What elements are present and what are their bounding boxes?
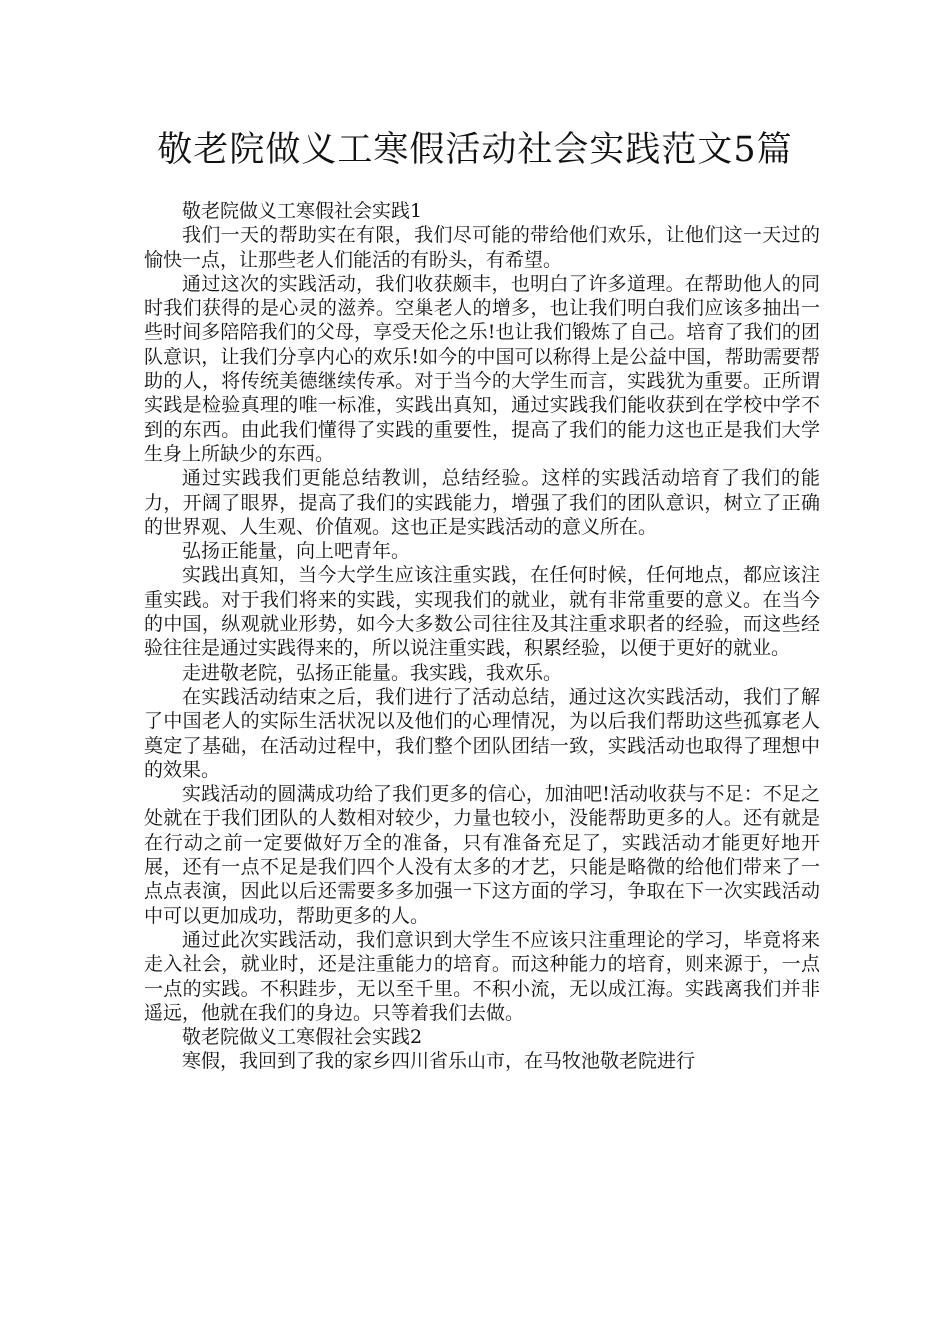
paragraph-8: 实践活动的圆满成功给了我们更多的信心，加油吧!活动收获与不足：不足之处就在于我们团队的人数相对较少，力量也较小，没能帮助更多的人。还有就是在行动之前一定要做好万全的准备，只有准备充足了，实践活动才能更好地开展，还有一点不足是我们四个人没有太多的才艺，只能是略微的给他们带来了一点点表演，因此以后还需要多多加强一下这方面的学习，争取在下一次实践活动中可以更加成功，帮助更多的人。: [144, 783, 820, 927]
paragraph-10: 寒假，我回到了我的家乡四川省乐山市，在马牧池敬老院进行: [182, 1050, 696, 1073]
paragraph-9: 通过此次实践活动，我们意识到大学生不应该只注重理论的学习，毕竟将来走入社会，就业时，还是注重能力的培育。而这种能力的培育，则来源于，一点一点的实践。不积跬步，无以至千里。不积小流，无以成江海。实践离我们并非遥远，他就在我们的身边。只等着我们去做。: [144, 928, 820, 1024]
paragraph-1: 我们一天的帮助实在有限，我们尽可能的带给他们欢乐，让他们这一天过的愉快一点，让那些老人们能活的有盼头，有希望。: [144, 224, 820, 271]
paragraph-7: 在实践活动结束之后，我们进行了活动总结，通过这次实践活动，我们了解了中国老人的实际生活状况以及他们的心理情况，为以后我们帮助这些孤寡老人奠定了基础，在活动过程中，我们整个团队团结一致，实践活动也取得了理想中的效果。: [144, 685, 820, 781]
document-title: 敬老院做义工寒假活动社会实践范文5篇: [157, 130, 793, 170]
paragraph-6: 走进敬老院，弘扬正能量。我实践，我欢乐。: [182, 661, 563, 684]
section-heading-1: 敬老院做义工寒假社会实践1: [182, 200, 423, 222]
paragraph-2: 通过这次的实践活动，我们收获颇丰，也明白了许多道理。在帮助他人的同时我们获得的是心灵的滋养。空巢老人的增多，也让我们明白我们应该多抽出一些时间多陪陪我们的父母，享受天伦之乐!也让我们锻炼了自己。培育了我们的团队意识，让我们分享内心的欢乐!如今的中国可以称得上是公益中国，帮助需要帮助的人，将传统美德继续传承。对于当今的大学生而言，实践犹为重要。正所谓实践是检验真理的唯一标准，实践出真知，通过实践我们能收获到在学校中学不到的东西。由此我们懂得了实践的重要性，提高了我们的能力这也正是我们大学生身上所缺少的东西。: [144, 272, 820, 465]
document-body: [144, 199, 820, 1074]
section-heading-2: 敬老院做义工寒假社会实践2: [182, 1026, 423, 1049]
paragraph-4: 弘扬正能量，向上吧青年。: [182, 540, 411, 563]
paragraph-3: 通过实践我们更能总结教训，总结经验。这样的实践活动培育了我们的能力，开阔了眼界，提高了我们的实践能力，增强了我们的团队意识，树立了正确的世界观、人生观、价值观。这也正是实践活动的意义所在。: [144, 467, 820, 538]
paragraph-5: 实践出真知，当今大学生应该注重实践，在任何时候，任何地点，都应该注重实践。对于我们将来的实践，实现我们的就业，就有非常重要的意义。在当今的中国，纵观就业形势，如今大多数公司往往及其注重求职者的经验，而这些经验往往是通过实践得来的，所以说注重实践，积累经验，以便于更好的就业。: [144, 564, 820, 660]
